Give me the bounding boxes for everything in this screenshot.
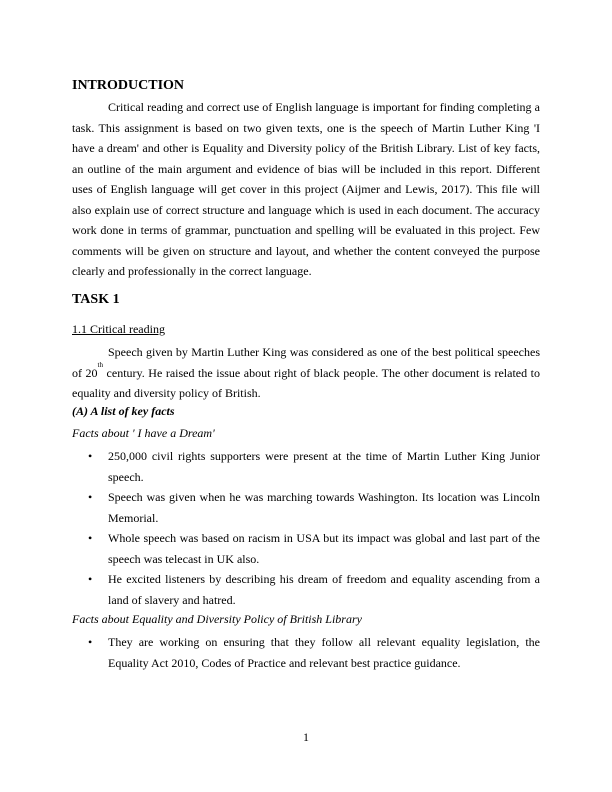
- bullet-icon: •: [88, 531, 93, 545]
- critical-reading-paragraph: [72, 342, 540, 404]
- bullet-icon: •: [88, 449, 93, 463]
- list-item-text: Speech was given when he was marching towards Washington. Its location was Lincoln Memorial.: [108, 490, 540, 525]
- policy-facts-list: [72, 632, 540, 673]
- list-item: [72, 487, 540, 528]
- list-item: [72, 528, 540, 569]
- key-facts-heading: (A) A list of key facts: [72, 404, 175, 418]
- bullet-icon: •: [88, 572, 93, 586]
- list-item: [72, 569, 540, 610]
- list-item-text: 250,000 civil rights supporters were present at the time of Martin Luther King Junior speech.: [108, 449, 540, 484]
- critical-reading-text-1: Speech given by Martin Luther King was considered as one of the best political speeches of 20: [72, 345, 540, 380]
- bullet-icon: •: [88, 635, 93, 649]
- superscript-th: th: [97, 360, 103, 369]
- list-item: [72, 632, 540, 673]
- dream-facts-list: [72, 446, 540, 610]
- bullet-icon: •: [88, 490, 93, 504]
- policy-facts-heading: Facts about Equality and Diversity Policy of British Library: [72, 612, 362, 626]
- list-item: [72, 446, 540, 487]
- page-number: 1: [303, 730, 309, 744]
- list-item-text: Whole speech was based on racism in USA but its impact was global and last part of the speech was telecast in UK also.: [108, 531, 540, 566]
- list-item-text: They are working on ensuring that they follow all relevant equality legislation, the Equality Act 2010, Codes of Practice and relevant best practice guidance.: [108, 635, 540, 670]
- task1-heading: TASK 1: [72, 292, 120, 307]
- list-item-text: He excited listeners by describing his dream of freedom and equality ascending from a land of slavery and hatred.: [108, 572, 540, 607]
- critical-reading-subheading: 1.1 Critical reading: [72, 322, 165, 336]
- introduction-heading: INTRODUCTION: [72, 78, 185, 93]
- introduction-paragraph: Critical reading and correct use of English language is important for finding completing a task. This assignment is based on two given texts, one is the speech of Martin Luther King 'I have a dream' and other is Equality and Diversity policy of the British Library. List of key facts, an outline of the main argument and evidence of bias will be included in this report. Different uses of English language will get cover in this project (Aijmer and Lewis, 2017). This file will also explain use of correct structure and language which is used in each document. The accuracy work done in terms of grammar, punctuation and spelling will be evaluated in this project. Few comments will be given on structure and layout, and whether the content conveyed the purpose clearly and professionally in the correct language.: [72, 100, 540, 278]
- dream-facts-heading: Facts about ' I have a Dream': [72, 426, 215, 440]
- critical-reading-text-2: century. He raised the issue about right of black people. The other document is related to equality and diversity policy of British.: [72, 365, 540, 400]
